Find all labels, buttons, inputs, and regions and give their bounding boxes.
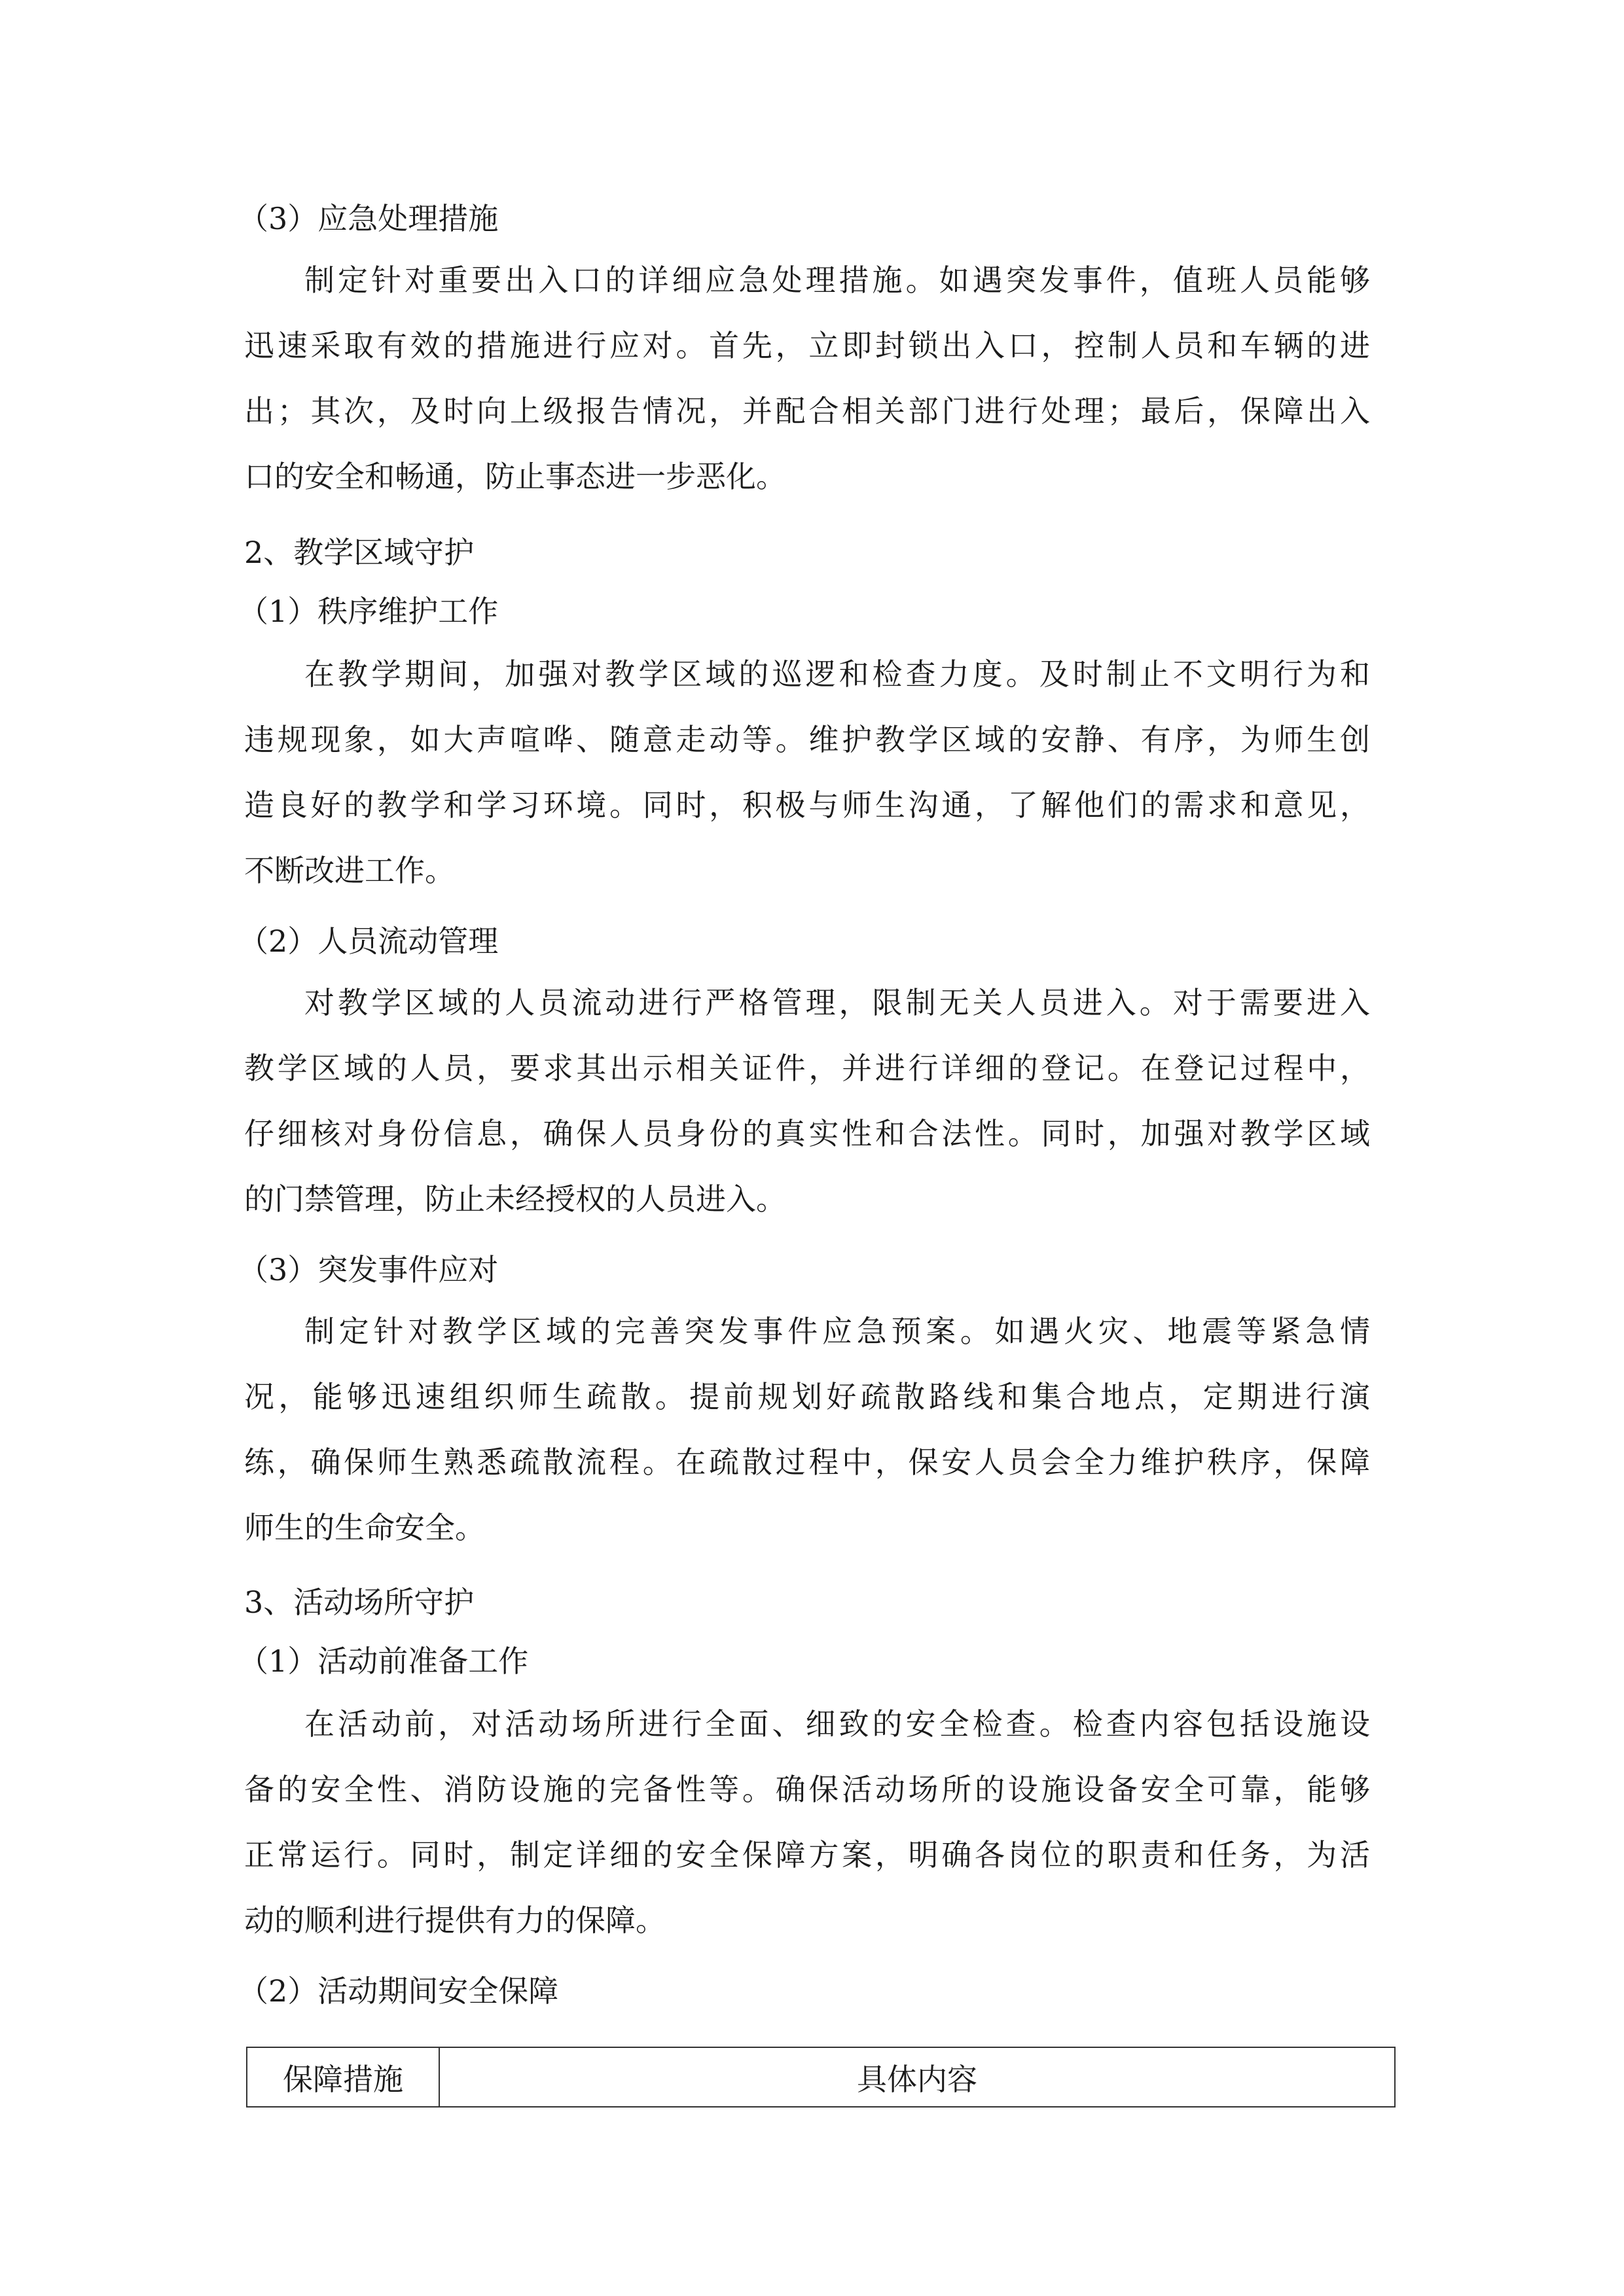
table-header-cell-measure: 保障措施 xyxy=(247,2047,439,2107)
paragraph-line: 教学区域的人员，要求其出示相关证件，并进行详细的登记。在登记过程中， xyxy=(244,1050,1370,1086)
paragraph-line: 在活动前，对活动场所进行全面、细致的安全检查。检查内容包括设施设 xyxy=(304,1706,1370,1742)
paragraph-line: 备的安全性、消防设施的完备性等。确保活动场所的设施设备安全可靠，能够 xyxy=(244,1772,1370,1807)
paragraph-line: 况，能够迅速组织师生疏散。提前规划好疏散路线和集合地点，定期进行演 xyxy=(244,1379,1370,1414)
section-heading-emergency: （3）应急处理措施 xyxy=(238,201,499,236)
paragraph-incident xyxy=(244,1312,1370,1573)
subsection-heading-prep: （1）活动前准备工作 xyxy=(238,1643,529,1679)
paragraph-line: 口的安全和畅通，防止事态进一步恶化。 xyxy=(244,459,786,494)
subsection-heading-flow: （2）人员流动管理 xyxy=(238,924,499,959)
paragraph-line: 练，确保师生熟悉疏散流程。在疏散过程中，保安人员会全力维护秩序，保障 xyxy=(244,1444,1370,1480)
paragraph-flow xyxy=(244,983,1370,1245)
subsection-heading-order: （1）秩序维护工作 xyxy=(238,594,499,629)
paragraph-prep xyxy=(244,1704,1370,1966)
paragraph-order xyxy=(244,655,1370,916)
table-header-row xyxy=(247,2047,1395,2107)
table-header-cell-content: 具体内容 xyxy=(439,2047,1395,2107)
subsection-heading-during: （2）活动期间安全保障 xyxy=(238,1973,559,2009)
paragraph-line: 迅速采取有效的措施进行应对。首先，立即封锁出入口，控制人员和车辆的进 xyxy=(244,328,1370,363)
subsection-heading-incident: （3）突发事件应对 xyxy=(238,1252,499,1287)
paragraph-line: 对教学区域的人员流动进行严格管理，限制无关人员进入。对于需要进入 xyxy=(304,985,1370,1020)
paragraph-line: 制定针对重要出入口的详细应急处理措施。如遇突发事件，值班人员能够 xyxy=(304,262,1370,298)
paragraph-line: 出；其次，及时向上级报告情况，并配合相关部门进行处理；最后，保障出入 xyxy=(244,393,1370,429)
paragraph-line: 制定针对教学区域的完善突发事件应急预案。如遇火灾、地震等紧急情 xyxy=(304,1314,1370,1349)
paragraph-line: 动的顺利进行提供有力的保障。 xyxy=(244,1903,666,1938)
paragraph-line: 违规现象，如大声喧哗、随意走动等。维护教学区域的安静、有序，为师生创 xyxy=(244,722,1370,757)
paragraph-line: 在教学期间，加强对教学区域的巡逻和检查力度。及时制止不文明行为和 xyxy=(304,656,1370,692)
paragraph-line: 正常运行。同时，制定详细的安全保障方案，明确各岗位的职责和任务，为活 xyxy=(244,1837,1370,1873)
paragraph-emergency xyxy=(244,260,1370,522)
section-heading-venue: 3、活动场所守护 xyxy=(244,1585,475,1620)
paragraph-line: 师生的生命安全。 xyxy=(244,1510,485,1545)
section-heading-teaching: 2、教学区域守护 xyxy=(244,535,475,570)
paragraph-line: 仔细核对身份信息，确保人员身份的真实性和合法性。同时，加强对教学区域 xyxy=(244,1116,1370,1151)
paragraph-line: 不断改进工作。 xyxy=(244,853,455,888)
paragraph-line: 的门禁管理，防止未经授权的人员进入。 xyxy=(244,1181,786,1217)
paragraph-line: 造良好的教学和学习环境。同时，积极与师生沟通，了解他们的需求和意见， xyxy=(244,787,1370,823)
measures-table xyxy=(246,2047,1396,2108)
